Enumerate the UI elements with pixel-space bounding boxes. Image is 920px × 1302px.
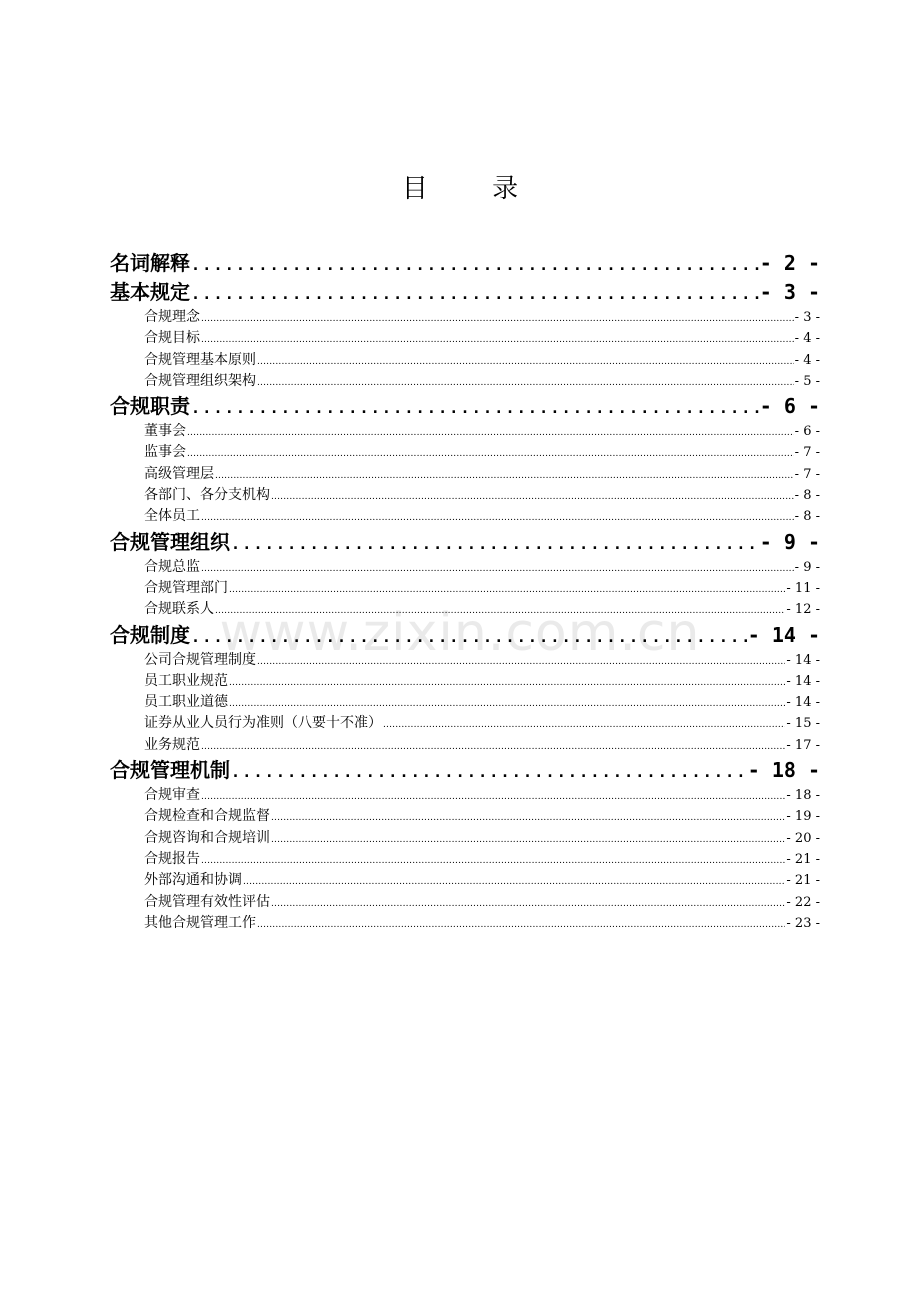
toc-section-entry[interactable] [110,506,820,527]
dot-leader [271,830,785,849]
toc-section-entry[interactable] [110,464,820,485]
toc-entry-page-number: - 9 - [759,529,820,554]
toc-entry-page-number: - 2 - [759,251,820,275]
toc-entry-label: 监事会 [144,444,186,461]
toc-entry-page-number: - 21 - [786,873,820,889]
toc-section-entry[interactable] [110,806,820,827]
toc-section-entry[interactable] [110,485,820,506]
toc-section-entry[interactable] [110,442,820,463]
toc-entry-label: 员工职业规范 [144,672,228,689]
toc-entry-page-number: - 4 - [794,331,820,347]
dot-leader [271,894,785,913]
toc-entry-label: 合规管理组织架构 [144,372,256,389]
toc-entry-page-number: - 18 - [786,788,820,804]
toc-entry-label: 合规管理部门 [144,579,228,596]
toc-entry-page-number: - 17 - [786,737,820,753]
toc-entry-page-number: - 14 - [786,652,820,668]
toc-chapter-entry[interactable] [110,392,820,421]
toc-entry-page-number: - 21 - [786,851,820,867]
dot-leader [257,373,794,392]
toc-entry-label: 合规制度 [110,622,190,647]
toc-entry-label: 其他合规管理工作 [144,914,256,931]
toc-section-entry[interactable] [110,713,820,734]
toc-section-entry[interactable] [110,870,820,891]
toc-chapter-entry[interactable] [110,528,820,557]
dot-leader [271,808,785,827]
toc-entry-page-number: - 8 - [794,488,820,504]
toc-entry-label: 合规管理基本原则 [144,351,256,368]
toc-section-entry[interactable] [110,849,820,870]
toc-entry-page-number: - 6 - [759,394,820,419]
toc-entry-page-number: - 18 - [747,758,820,783]
toc-entry-page-number: - 19 - [786,809,820,825]
toc-entry-label: 合规职责 [110,394,190,419]
toc-entry-label: 合规目标 [144,330,200,347]
toc-entry-page-number: - 14 - [786,673,820,689]
toc-section-entry[interactable] [110,735,820,756]
toc-section-entry[interactable] [110,599,820,620]
toc-chapter-entry[interactable] [110,249,820,278]
toc-chapter-entry[interactable] [110,278,820,307]
toc-entry-page-number: - 5 - [794,373,820,389]
toc-entry-page-number: - 14 - [786,695,820,711]
toc-entry-label: 名词解释 [110,251,190,275]
toc-entry-label: 董事会 [144,423,186,440]
toc-section-entry[interactable] [110,557,820,578]
dot-leader [187,444,794,463]
toc-entry-label: 外部沟通和协调 [144,872,242,889]
toc-entry-label: 合规总监 [144,558,200,575]
toc-entry-page-number: - 3 - [759,280,820,304]
dot-leader [243,872,785,891]
toc-entry-page-number: - 22 - [786,894,820,910]
toc-section-entry[interactable] [110,913,820,934]
toc-entry-label: 合规检查和合规监督 [144,808,270,825]
toc-entry-page-number: - 14 - [747,622,820,647]
toc-entry-label: 合规咨询和合规培训 [144,829,270,846]
toc-entry-label: 业务规范 [144,736,200,753]
toc-entry-label: 证券从业人员行为准则（八要十不准） [144,715,382,732]
watermark: www.zixin.com.cn [219,603,701,663]
toc-entry-label: 合规报告 [144,850,200,867]
dot-leader [215,601,785,620]
toc-entry-page-number: - 7 - [794,445,820,461]
toc-chapter-entry[interactable] [110,756,820,785]
toc-section-entry[interactable] [110,421,820,442]
dot-leader [229,580,785,599]
toc-section-entry[interactable] [110,328,820,349]
toc-entry-page-number: - 8 - [794,509,820,525]
dot-leader [201,330,794,349]
toc-section-entry[interactable] [110,828,820,849]
toc-entry-page-number: - 20 - [786,830,820,846]
toc-section-entry[interactable] [110,371,820,392]
dot-leader [201,508,794,527]
toc-entry-page-number: - 15 - [786,716,820,732]
dot-leader [229,694,785,713]
toc-section-entry[interactable] [110,692,820,713]
toc-entry-label: 公司合规管理制度 [144,651,256,668]
dot-leader [201,787,785,806]
toc-section-entry[interactable] [110,785,820,806]
dot-leader [231,758,747,785]
dot-leader [191,251,759,278]
dot-leader [201,559,794,578]
toc-entry-label: 合规管理机制 [110,758,230,783]
dot-leader [191,394,759,421]
toc-entry-page-number: - 4 - [794,352,820,368]
dot-leader [271,487,794,506]
toc-entry-page-number: - 23 - [786,915,820,931]
toc-entry-label: 基本规定 [110,280,190,304]
toc-entry-label: 合规审查 [144,787,200,804]
toc-section-entry[interactable] [110,671,820,692]
toc-entry-label: 合规管理有效性评估 [144,893,270,910]
dot-leader [201,309,794,328]
table-of-contents [110,249,820,934]
toc-entry-label: 各部门、各分支机构 [144,487,270,504]
dot-leader [229,673,785,692]
toc-section-entry[interactable] [110,650,820,671]
dot-leader [187,423,794,442]
dot-leader [257,352,794,371]
toc-chapter-entry[interactable] [110,621,820,650]
toc-entry-page-number: - 3 - [794,310,820,325]
dot-leader [383,715,785,734]
toc-entry-page-number: - 11 - [786,580,820,596]
dot-leader [191,623,747,650]
dot-leader [257,652,785,671]
toc-entry-page-number: - 6 - [794,424,820,440]
toc-entry-page-number: - 12 - [786,602,820,618]
dot-leader [201,851,785,870]
toc-section-entry[interactable] [110,578,820,599]
dot-leader [215,466,794,485]
toc-entry-label: 合规管理组织 [110,529,230,554]
toc-entry-label: 高级管理层 [144,465,214,482]
toc-entry-label: 合规联系人 [144,601,214,618]
dot-leader [257,915,785,934]
toc-entry-label: 合规理念 [144,309,200,325]
dot-leader [231,530,759,557]
dot-leader [201,737,785,756]
toc-section-entry[interactable] [110,350,820,371]
toc-section-entry[interactable] [110,307,820,328]
toc-entry-page-number: - 7 - [794,466,820,482]
toc-entry-label: 员工职业道德 [144,694,228,711]
dot-leader [191,280,759,307]
toc-section-entry[interactable] [110,892,820,913]
page-title: 目 录 [401,174,547,204]
toc-entry-page-number: - 9 - [794,559,820,575]
toc-entry-label: 全体员工 [144,508,200,525]
